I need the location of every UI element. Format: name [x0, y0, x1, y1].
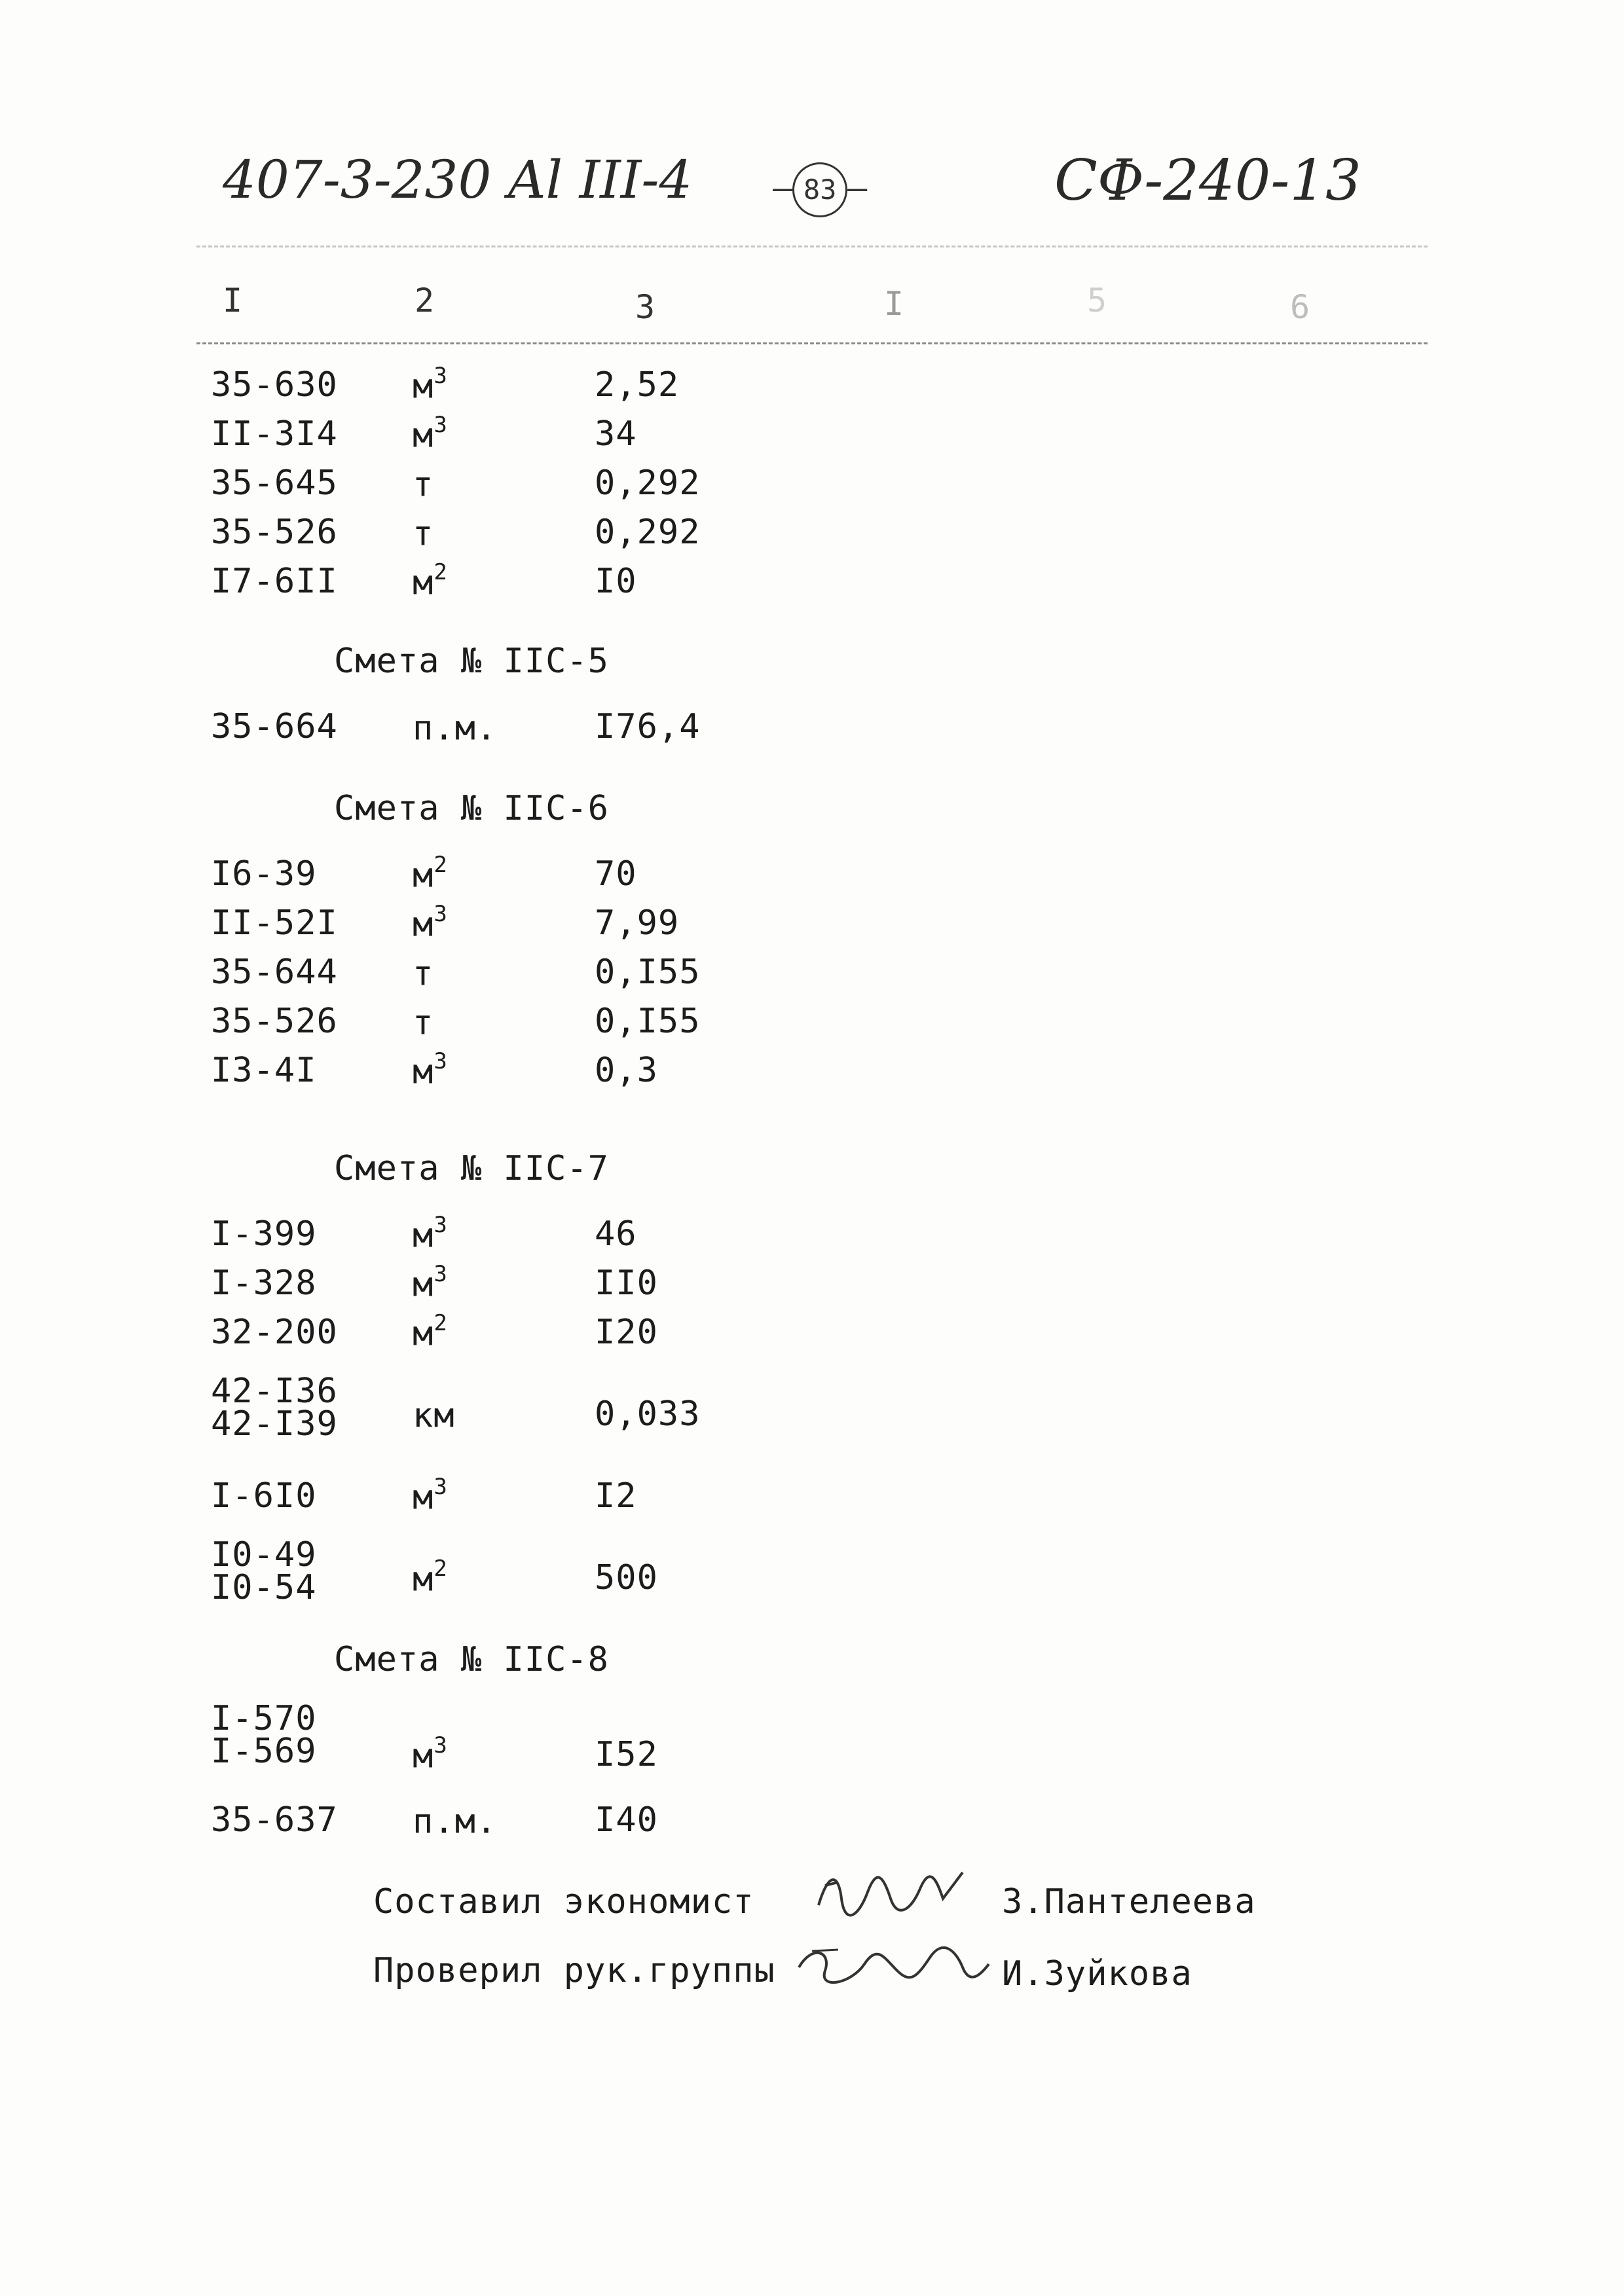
- row-code-multi: I0-49 I0-54: [211, 1535, 317, 1607]
- row-code: II-3I4: [211, 414, 338, 454]
- row-code: I-6I0: [211, 1476, 317, 1516]
- row-code: I6-39: [211, 854, 317, 894]
- top-rule: [196, 246, 1428, 247]
- row-value: 0,I55: [595, 953, 701, 992]
- row-value: I40: [595, 1800, 658, 1840]
- row-code: I-399: [211, 1214, 317, 1254]
- row-code: 35-664: [211, 707, 338, 746]
- header-rule: [196, 342, 1428, 344]
- row-unit: км: [413, 1396, 455, 1436]
- row-code: 35-526: [211, 513, 338, 552]
- row-code: 35-630: [211, 365, 338, 405]
- compiled-by-label: Составил экономист: [373, 1882, 754, 1922]
- document-code-right: СФ-240-13: [1054, 148, 1361, 213]
- row-code-multi: 42-I36 42-I39: [211, 1372, 338, 1444]
- row-unit: $м^3$: [413, 412, 448, 456]
- row-value: 0,I55: [595, 1002, 701, 1041]
- row-unit: $м^3$: [413, 1261, 448, 1305]
- checked-by-label: Проверил рук.группы: [373, 1951, 775, 1990]
- signature-scribble: [792, 1931, 995, 1997]
- row-code-multi: I-570 I-569: [211, 1699, 317, 1771]
- row-code: I7-6II: [211, 562, 338, 601]
- row-code: 35-526: [211, 1002, 338, 1041]
- row-unit: п.м.: [413, 708, 498, 748]
- row-unit: т: [413, 1003, 434, 1043]
- row-value: 0,292: [595, 513, 701, 552]
- row-value: I0: [595, 562, 637, 601]
- row-value: 7,99: [595, 903, 680, 943]
- row-code: 35-645: [211, 464, 338, 503]
- row-unit: $м^3$: [413, 901, 448, 945]
- row-unit: $м^3$: [413, 1048, 448, 1092]
- row-value: II0: [595, 1264, 658, 1303]
- row-code: I-328: [211, 1264, 317, 1303]
- compiled-by-name: З.Пантелеева: [1002, 1882, 1256, 1922]
- row-value: I52: [595, 1735, 658, 1774]
- section-title: Смета № IIС-7: [334, 1149, 609, 1188]
- row-value: 0,292: [595, 464, 701, 503]
- row-value: I20: [595, 1313, 658, 1352]
- row-unit: $м^2$: [413, 1556, 448, 1599]
- checked-by-name: И.Зуйкова: [1002, 1954, 1192, 1994]
- row-value: 2,52: [595, 365, 680, 405]
- page-number: – 83 –: [773, 162, 867, 217]
- row-value: I2: [595, 1476, 637, 1516]
- row-unit: т: [413, 954, 434, 994]
- section-title: Смета № IIС-6: [334, 789, 609, 828]
- row-value: 46: [595, 1214, 637, 1254]
- row-value: I76,4: [595, 707, 701, 746]
- section-title: Смета № IIС-5: [334, 642, 609, 681]
- row-unit: $м^2$: [413, 1310, 448, 1354]
- page-number-circle: 83: [792, 162, 847, 217]
- column-number: I: [884, 285, 904, 323]
- column-number: 2: [415, 282, 435, 319]
- section-title: Смета № IIС-8: [334, 1640, 609, 1679]
- row-unit: $м^3$: [413, 363, 448, 407]
- row-unit: $м^2$: [413, 559, 448, 603]
- column-number: 5: [1087, 282, 1107, 319]
- row-unit: $м^3$: [413, 1732, 448, 1776]
- row-code: I3-4I: [211, 1051, 317, 1090]
- row-unit: $м^3$: [413, 1212, 448, 1256]
- signature-scribble-svg: [792, 1931, 995, 1997]
- row-unit: $м^2$: [413, 852, 448, 896]
- column-number: 6: [1290, 288, 1310, 326]
- column-number: 3: [635, 288, 655, 326]
- row-value: 0,3: [595, 1051, 658, 1090]
- row-code: 35-644: [211, 953, 338, 992]
- document-code-left: 407-3-230 Al III-4: [223, 149, 693, 210]
- row-value: 500: [595, 1558, 658, 1597]
- row-unit: п.м.: [413, 1802, 498, 1842]
- row-value: 70: [595, 854, 637, 894]
- row-code: 35-637: [211, 1800, 338, 1840]
- row-unit: т: [413, 465, 434, 505]
- row-code: 32-200: [211, 1313, 338, 1352]
- row-code: II-52I: [211, 903, 338, 943]
- row-value: 34: [595, 414, 637, 454]
- row-value: 0,033: [595, 1394, 701, 1434]
- row-unit: $м^3$: [413, 1474, 448, 1518]
- row-unit: т: [413, 514, 434, 554]
- signature-scribble: [812, 1859, 969, 1931]
- column-number: I: [223, 282, 243, 319]
- signature-scribble-svg: [812, 1859, 969, 1931]
